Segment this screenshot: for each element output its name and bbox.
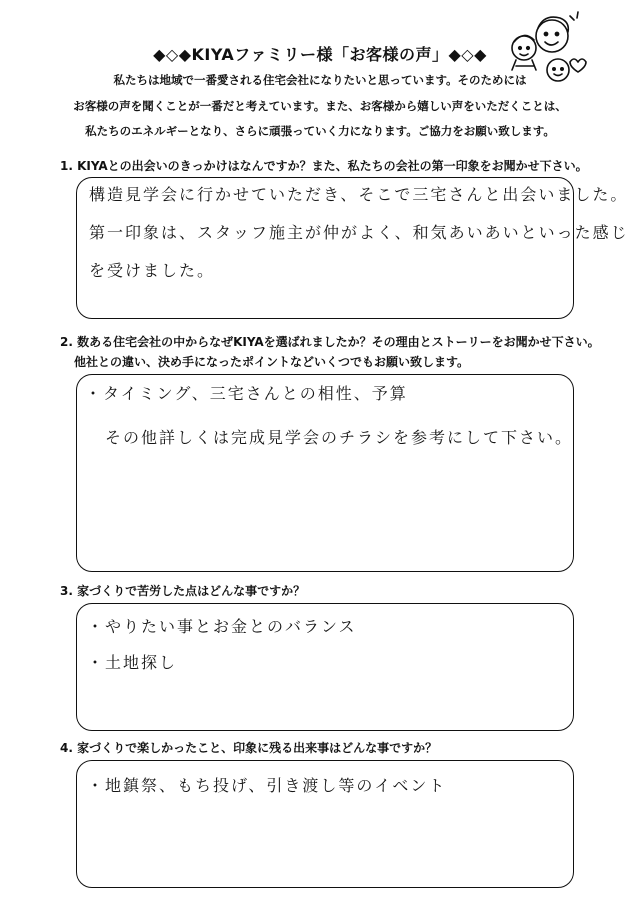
intro-line-2: お客様の声を聞くことが一番だと考えています。また、お客様から嬉しい声をいただくことは、 <box>73 99 567 113</box>
answer-1-line-2: 第一印象は、スタッフ施主が仲がよく、和気あいあいといった感じ <box>89 223 629 242</box>
question-1-text: 1. KIYAとの出会いのきっかけはなんですか？また、私たちの会社の第一印象をお聞かせ下さい。 <box>60 159 588 173</box>
answer-3-line-1: ・やりたい事とお金とのバランス <box>87 617 357 636</box>
question-2-subtext: 他社との違い、決め手になったポイントなどいくつでもお願い致します。 <box>74 355 470 369</box>
answer-3-line-2: ・土地探し <box>87 653 178 672</box>
answer-box-4[interactable] <box>76 760 574 888</box>
answer-box-1[interactable] <box>76 177 629 319</box>
answer-2-line-1: ・タイミング、三宅さんとの相性、予算 <box>85 384 408 403</box>
answer-4-line-1: ・地鎮祭、もち投げ、引き渡し等のイベント <box>87 776 447 795</box>
page-title: ◆◇◆KIYAファミリー様「お客様の声」◆◇◆ <box>153 45 487 64</box>
question-4-text: 4. 家づくりで楽しかったこと、印象に残る出来事はどんな事ですか？ <box>60 741 438 755</box>
question-2-text: 2. 数ある住宅会社の中からなぜKIYAを選ばれましたか？その理由とストーリーをお聞かせ下さい。 <box>60 335 600 349</box>
answer-box-3[interactable] <box>76 603 574 731</box>
answer-2-line-2: その他詳しくは完成見学会のチラシを参考にして下さい。 <box>105 428 574 447</box>
intro-line-3: 私たちのエネルギーとなり、さらに頑張っていく力になります。ご協力をお願い致します。 <box>85 124 555 138</box>
question-3-text: 3. 家づくりで苦労した点はどんな事ですか？ <box>60 584 306 598</box>
answer-1-line-1: 構造見学会に行かせていただき、そこで三宅さんと出会いました。 <box>89 185 629 204</box>
answer-box-2[interactable] <box>76 374 574 572</box>
answer-1-line-3: を受けました。 <box>89 261 216 280</box>
intro-line-1: 私たちは地域で一番愛される住宅会社になりたいと思っています。そのためには <box>113 73 527 87</box>
